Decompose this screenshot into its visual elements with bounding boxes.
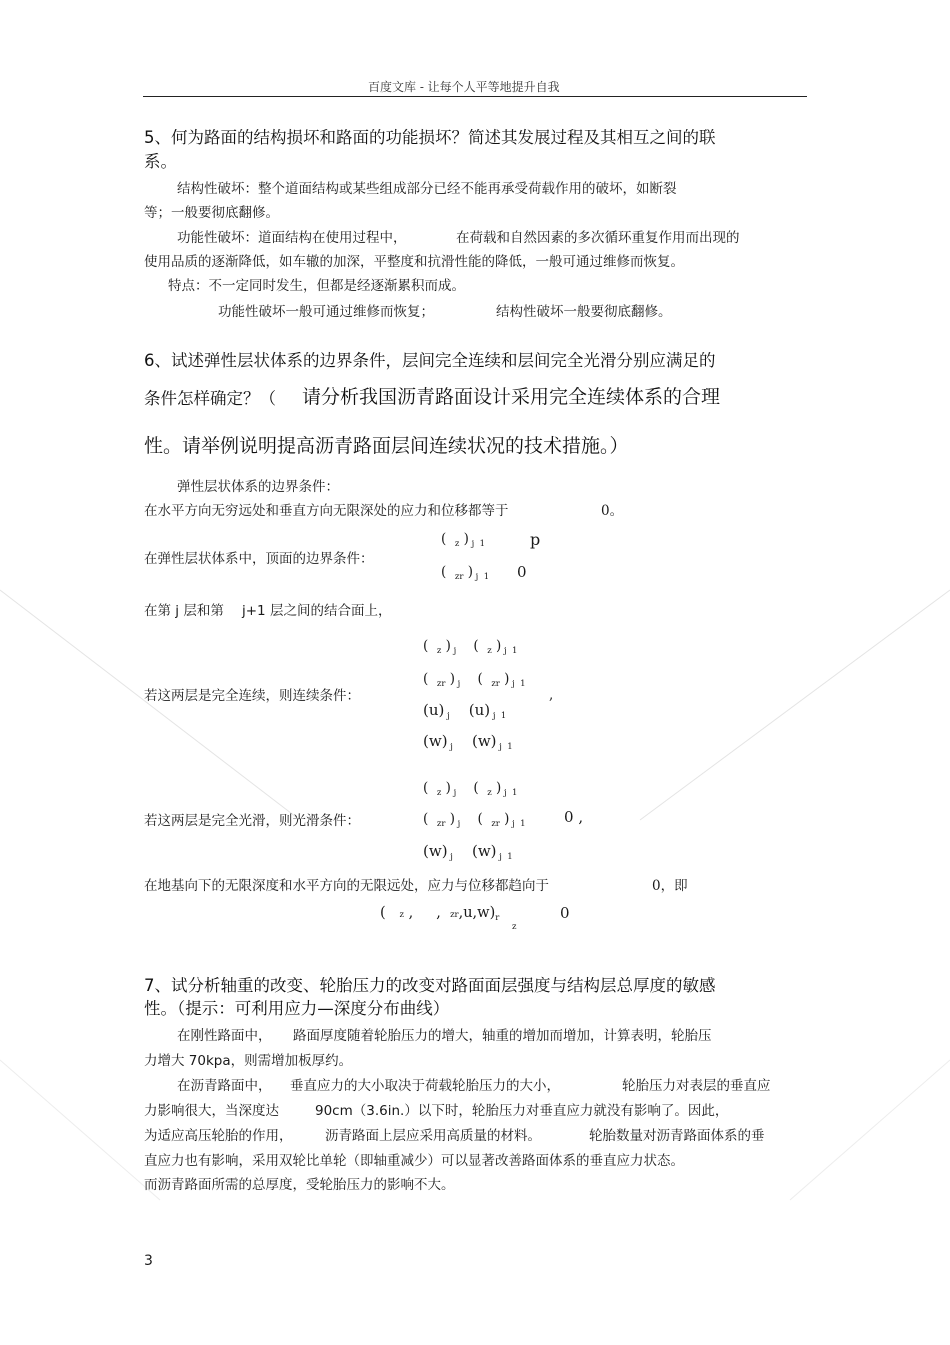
formula-top-2-rhs: 0 bbox=[517, 563, 527, 581]
q7-text: 而沥青路面所需的总厚度，受轮胎压力的影响不大。 bbox=[144, 1177, 455, 1193]
q6-text: 0。 bbox=[601, 503, 624, 519]
formula-smooth-3: (w) $_j$ (w) $_{j 1}$ bbox=[423, 842, 513, 862]
q6-text: 在第 j 层和第 bbox=[144, 603, 224, 619]
formula-cont-4: (w) $_j$ (w) $_{j 1}$ bbox=[423, 732, 513, 752]
q7-title-line2: 性。（提示：可利用应力—深度分布曲线） bbox=[144, 999, 450, 1018]
q7-text: 在刚性路面中， bbox=[177, 1028, 272, 1044]
q7-text: 为适应高压轮胎的作用， bbox=[144, 1128, 293, 1144]
formula-top-1: ( $_z$ ) $_{j 1}$ bbox=[441, 531, 486, 549]
q5-title-line2: 系。 bbox=[144, 152, 177, 171]
q7-text: 轮胎压力对表层的垂直应 bbox=[622, 1078, 771, 1094]
q7-text: 轮胎数量对沥青路面体系的垂 bbox=[589, 1128, 765, 1144]
q5-text: 特点：不一定同时发生，但都是经逐渐累积而成。 bbox=[168, 278, 465, 294]
q7-text: 垂直应力的大小取决于荷载轮胎压力的大小， bbox=[290, 1078, 560, 1094]
q5-text: 等；一般要彻底翻修。 bbox=[144, 205, 279, 221]
formula-cont-1: ( $_z$ ) $_j$ ( $_z$ ) $_{j 1}$ bbox=[423, 638, 518, 656]
q7-text: 90cm（3.6in.）以下时，轮胎压力对垂直应力就没有影响了。因此， bbox=[315, 1103, 729, 1119]
q6-text: 弹性层状体系的边界条件： bbox=[177, 479, 339, 495]
formula-limit: ( z , , $zr,u,w)_r$ bbox=[380, 905, 500, 923]
header-rule bbox=[143, 96, 807, 97]
q6-title-line2a: 条件怎样确定？（ bbox=[144, 389, 276, 408]
q5-text: 功能性破坏一般可通过维修而恢复； bbox=[218, 304, 434, 320]
q5-text: 使用品质的逐渐降低，如车辙的加深，平整度和抗滑性能的降低，一般可通过维修而恢复。 bbox=[144, 254, 684, 270]
q6-text: 0，即 bbox=[652, 878, 688, 894]
q6-text: 若这两层是完全连续，则连续条件： bbox=[144, 688, 360, 704]
formula-smooth-2: ( $_{zr}$ ) $_j$ ( $_{zr}$ ) $_{j 1}$ bbox=[423, 811, 526, 829]
formula-limit-sub: z bbox=[512, 922, 517, 932]
q6-text: j+1 层之间的结合面上， bbox=[242, 603, 392, 619]
q6-text: 若这两层是完全光滑，则光滑条件： bbox=[144, 813, 360, 829]
q6-text: 在水平方向无穷远处和垂直方向无限深处的应力和位移都等于 bbox=[144, 503, 509, 519]
q6-title-line3: 性。请举例说明提高沥青路面层间连续状况的技术措施。） bbox=[144, 435, 629, 457]
q5-text: 功能性破坏：道面结构在使用过程中， bbox=[177, 230, 407, 246]
q7-text: 力影响很大，当深度达 bbox=[144, 1103, 279, 1119]
page-header: 百度文库 - 让每个人平等地提升自我 bbox=[368, 80, 560, 94]
formula-top-2: ( $_{zr}$ ) $_{j 1}$ bbox=[441, 564, 490, 582]
q5-text: 在荷载和自然因素的多次循环重复作用而出现的 bbox=[456, 230, 740, 246]
q5-text: 结构性破坏：整个道面结构或某些组成部分已经不能再承受荷载作用的破坏，如断裂 bbox=[177, 181, 677, 197]
q6-text: 在地基向下的无限深度和水平方向的无限远处，应力与位移都趋向于 bbox=[144, 878, 549, 894]
page-number: 3 bbox=[144, 1253, 153, 1269]
q7-text: 力增大 70kpa，则需增加板厚约。 bbox=[144, 1053, 353, 1069]
formula-cont-2: ( $_{zr}$ ) $_j$ ( $_{zr}$ ) $_{j 1}$ bbox=[423, 671, 526, 689]
formula-smooth-2-rhs: 0 , bbox=[564, 808, 584, 826]
q7-text: 在沥青路面中， bbox=[177, 1078, 272, 1094]
formula-smooth-1: ( $_z$ ) $_j$ ( $_z$ ) $_{j 1}$ bbox=[423, 780, 518, 798]
formula-cont-3: (u) $_j$ (u) $_{j 1}$ bbox=[423, 701, 507, 721]
formula-limit-rhs: 0 bbox=[560, 904, 570, 922]
q7-title-line1: 7、试分析轴重的改变、轮胎压力的改变对路面面层强度与结构层总厚度的敏感 bbox=[144, 976, 716, 995]
q5-text: 结构性破坏一般要彻底翻修。 bbox=[496, 304, 672, 320]
formula-top-1-rhs: p bbox=[530, 530, 541, 549]
q7-text: 沥青路面上层应采用高质量的材料。 bbox=[325, 1128, 541, 1144]
q6-text: 在弹性层状体系中，顶面的边界条件： bbox=[144, 551, 374, 567]
q6-title-line2b: 请分析我国沥青路面设计采用完全连续体系的合理 bbox=[302, 386, 721, 408]
q7-text: 路面厚度随着轮胎压力的增大，轴重的增加而增加，计算表明，轮胎压 bbox=[293, 1028, 712, 1044]
q5-title-line1: 5、何为路面的结构损坏和路面的功能损坏？简述其发展过程及其相互之间的联 bbox=[144, 128, 716, 147]
q6-title-line1: 6、试述弹性层状体系的边界条件，层间完全连续和层间完全光滑分别应满足的 bbox=[144, 351, 716, 370]
q7-text: 直应力也有影响，采用双轮比单轮（即轴重减少）可以显著改善路面体系的垂直应力状态。 bbox=[144, 1153, 684, 1169]
formula-cont-comma: , bbox=[549, 687, 554, 703]
